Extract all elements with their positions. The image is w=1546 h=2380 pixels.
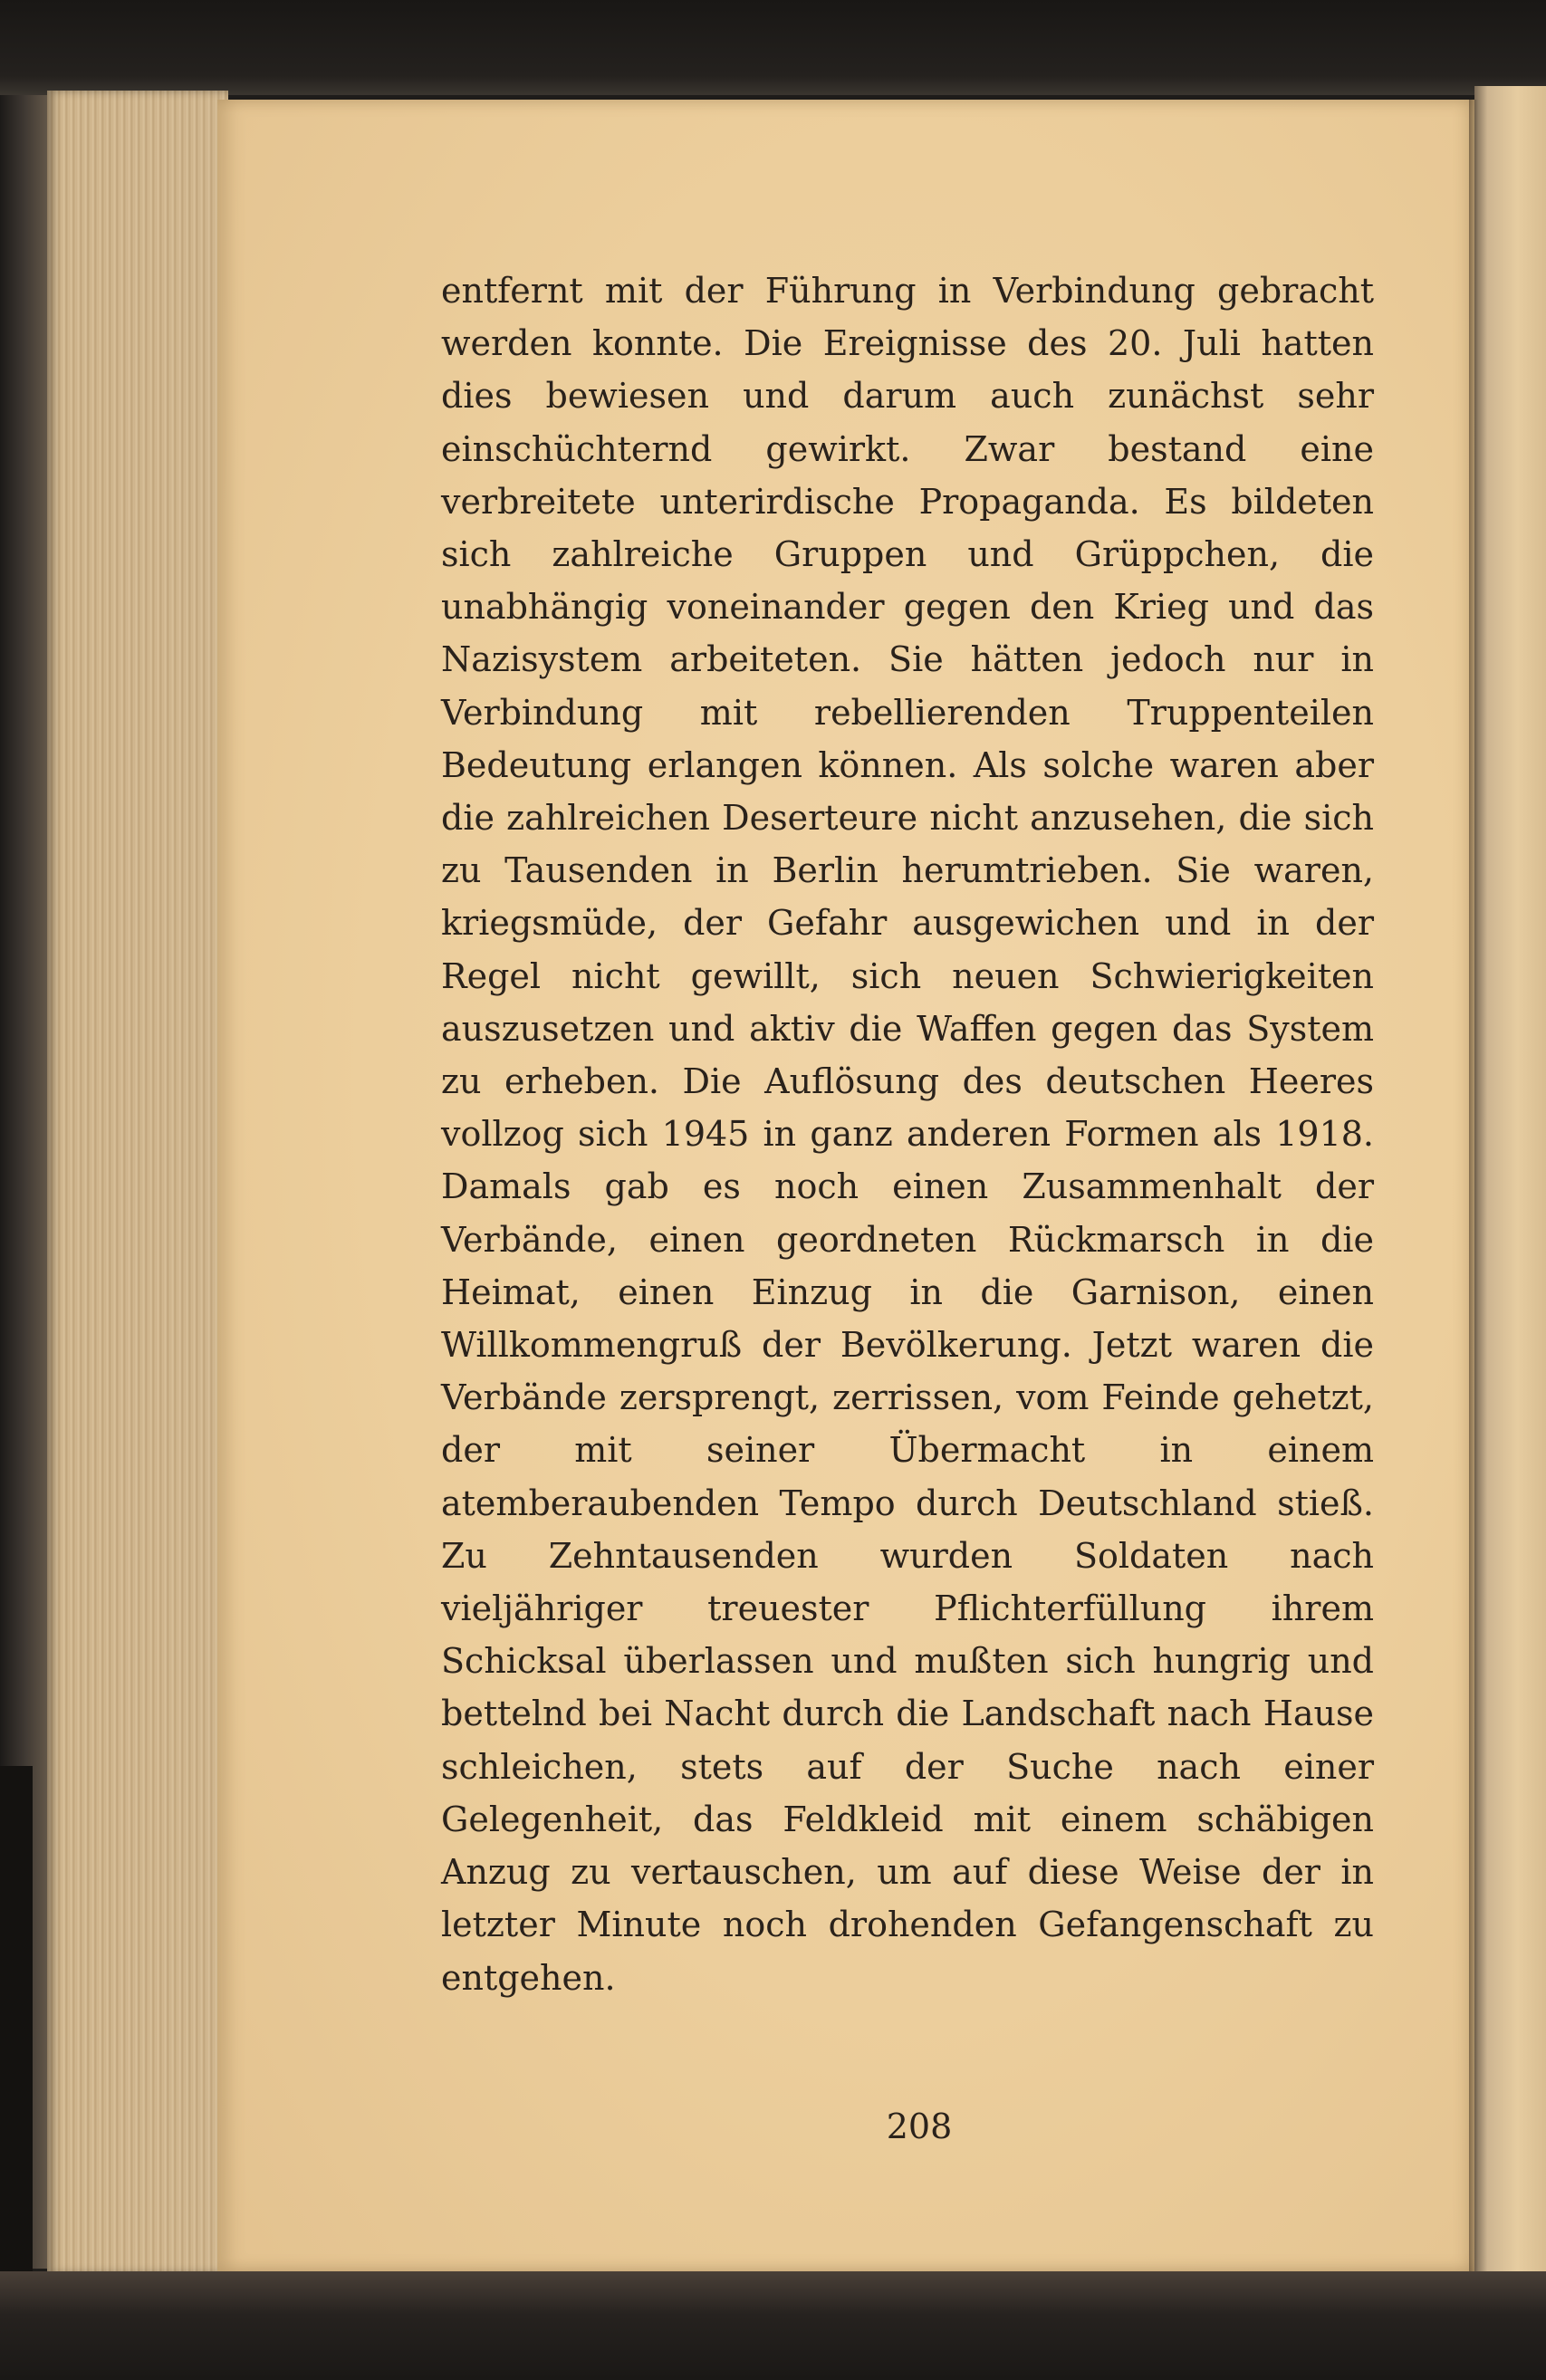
- gutter-shadow: [1469, 100, 1478, 2273]
- left-binding-shadow: [0, 1766, 33, 2273]
- body-text-block: [441, 264, 1374, 2004]
- next-page-edge: [1474, 86, 1546, 2287]
- bottom-shadow-band: [0, 2271, 1546, 2380]
- top-shadow-band: [0, 0, 1546, 95]
- body-paragraph: entfernt mit der Führung in Verbindung gebracht werden konnte. Die Ereignisse des 20. Juli hatten dies bewiesen und darum auch zunächst sehr einschüchternd gewirkt. Zwar bestand eine verbreitete unterirdische Propaganda. Es bildeten sich zahlreiche Gruppen und Grüppchen, die unabhängig voneinander gegen den Krieg und das Nazisystem arbeiteten. Sie hätten jedoch nur in Verbindung mit rebellierenden Truppenteilen Bedeutung erlangen können. Als solche waren aber die zahlreichen Deserteure nicht anzusehen, die sich zu Tausenden in Berlin herumtrieben. Sie waren, kriegsmüde, der Gefahr ausgewichen und in der Regel nicht gewillt, sich neuen Schwierigkeiten auszusetzen und aktiv die Waffen gegen das System zu erheben. Die Auflösung des deutschen Heeres vollzog sich 1945 in ganz anderen Formen als 1918. Damals gab es noch einen Zusammenhalt der Verbände, einen geordneten Rückmarsch in die Heimat, einen Einzug in die Garnison, einen Willkommengruß der Bevölkerung. Jetzt waren die Verbände zersprengt, zerrissen, vom Feinde gehetzt, der mit seiner Übermacht in einem atemberaubenden Tempo durch Deutschland stieß. Zu Zehntausenden wurden Soldaten nach vieljähriger treuester Pflichterfüllung ihrem Schicksal überlassen und mußten sich hungrig und bettelnd bei Nacht durch die Landschaft nach Hause schleichen, stets auf der Suche nach einer Gelegenheit, das Feldkleid mit einem schäbigen Anzug zu vertauschen, um auf diese Weise der in letzter Minute noch drohenden Gefangenschaft zu entgehen.: [441, 271, 1374, 1998]
- page-number: 208: [886, 2106, 953, 2146]
- stacked-page-edges: [47, 91, 228, 2273]
